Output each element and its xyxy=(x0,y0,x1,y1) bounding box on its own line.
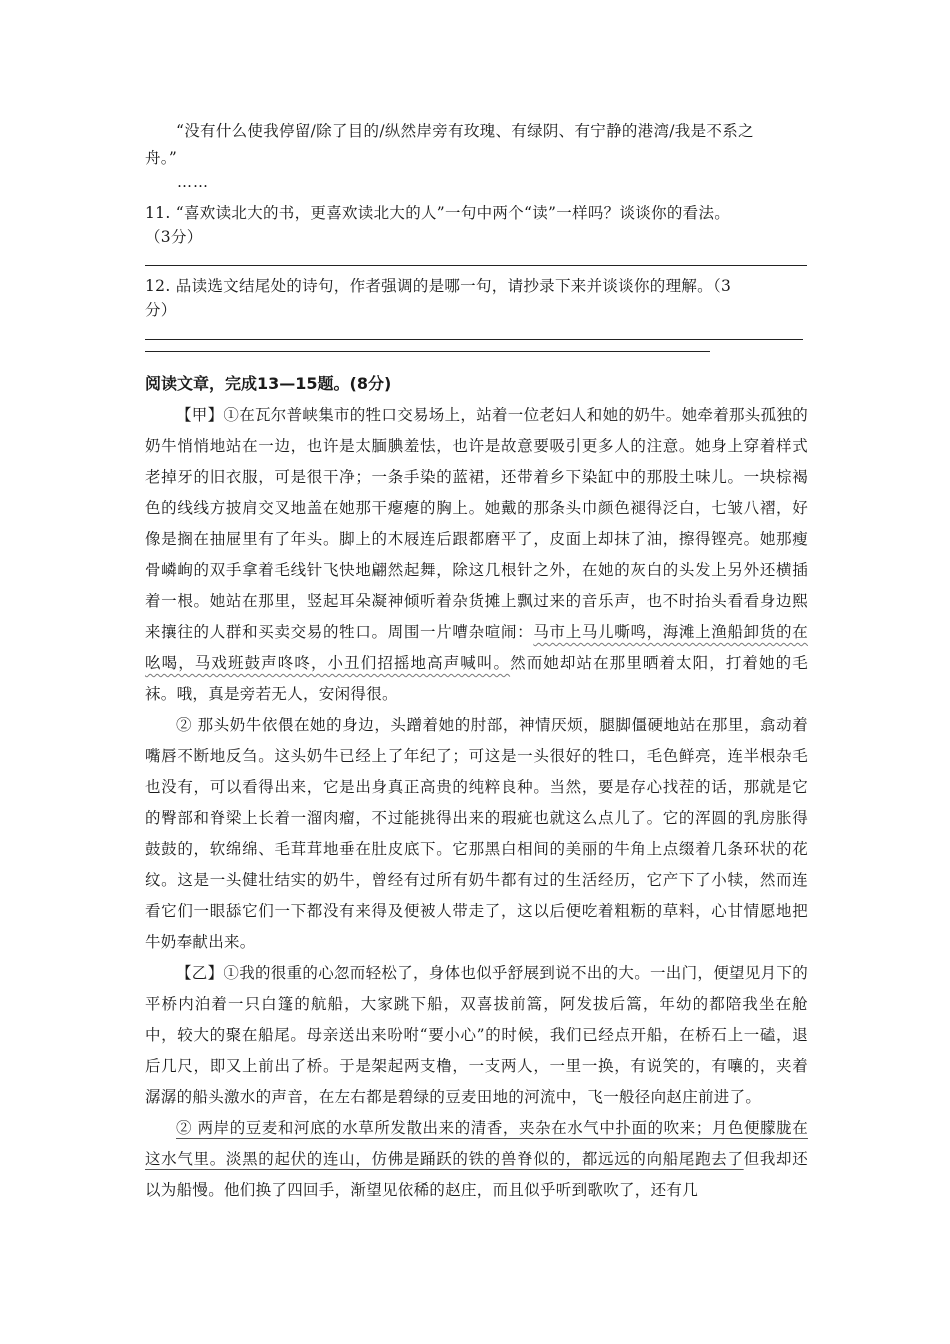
question-11-score: （3分） xyxy=(145,228,203,246)
poem-ellipsis: …… xyxy=(177,173,209,191)
passage-jia-paragraph-1 xyxy=(145,400,808,710)
question-12: 12. 品读选文结尾处的诗句，作者强调的是哪一句，请抄录下来并谈谈你的理解。（3 xyxy=(145,277,732,295)
answer-line xyxy=(145,339,803,340)
answer-line xyxy=(145,265,807,266)
wavy-underlined-sentence: 马市上马儿嘶鸣，海滩上渔船卸货的在吆喝，马戏班鼓声咚咚，小丑们招摇地高声喊叫。 xyxy=(145,623,809,672)
passage-jia-text: 然而她却站在那里晒着太阳，打着她的毛袜。哦，真是旁若无人，安闲得很。 xyxy=(145,654,809,703)
question-11: 11. “喜欢读北大的书，更喜欢读北大的人”一句中两个“读”一样吗？谈谈你的看法。 xyxy=(145,204,731,222)
passage-yi-text: 但我却还以为船慢。他们换了四回手，渐望见依稀的赵庄，而且似乎听到歌吹了，还有几 xyxy=(145,1150,808,1199)
passage-jia-text: 【甲】①在瓦尔普峡集市的牲口交易场上，站着一位老妇人和她的奶牛。她牵着那头孤独的奶牛悄悄地站在一边，也许是太腼腆羞怯，也许是故意要吸引更多人的注意。她身上穿着样式老掉牙的旧衣服，可是很干净；一条手染的蓝裙，还带着乡下染缸中的那股土味儿。一块棕褐色的线线方披肩交叉地盖在她那干瘪瘪的胸上。她戴的那条头巾颜色褪得泛白，七皱八褶，好像是搁在抽屉里有了年头。脚上的木屐连后跟都磨平了，皮面上却抹了油，擦得铿亮。她那瘦骨嶙峋的双手拿着毛线针飞快地翩然起舞，除这几根针之外，在她的灰白的头发上另外还横插着一根。她站在那里，竖起耳朵凝神倾听着杂货摊上飘过来的音乐声，也不时抬头看看身边熙来攘往的人群和买卖交易的牲口。周围一片嘈杂喧闹： xyxy=(145,406,809,641)
poem-line-1: “没有什么使我停留/除了目的/纵然岸旁有玫瑰、有绿阴、有宁静的港湾/我是不系之 xyxy=(176,122,754,140)
question-12-score: 分） xyxy=(145,301,177,319)
section-heading: 阅读文章，完成13—15题。(8分) xyxy=(145,374,392,393)
poem-line-2: 舟。” xyxy=(145,149,178,167)
passage-yi-paragraph-2 xyxy=(145,1113,808,1206)
passage-jia-paragraph-2: ② 那头奶牛依偎在她的身边，头蹭着她的肘部，神情厌烦，腿脚僵硬地站在那里，翕动着嘴唇不断地反刍。这头奶牛已经上了年纪了；可这是一头很好的牲口，毛色鲜亮，连半根杂毛也没有，可以看得出来，它是出身真正高贵的纯粹良种。当然，要是存心找茬的话，那就是它的臀部和脊梁上长着一溜肉瘤，不过能挑得出来的瑕疵也就这么点儿了。它的浑圆的乳房胀得鼓鼓的，软绵绵、毛茸茸地垂在肚皮底下。它那黑白相间的美丽的牛角上点缀着几条环状的花纹。这是一头健壮结实的奶牛，曾经有过所有奶牛都有过的生活经历，它产下了小犊，然而连看它们一眼舔它们一下都没有来得及便被人带走了，这以后便吃着粗粝的草料，心甘情愿地把牛奶奉献出来。 xyxy=(145,716,808,951)
passage-yi-paragraph-1: 【乙】①我的很重的心忽而轻松了，身体也似乎舒展到说不出的大。一出门，便望见月下的平桥内泊着一只白篷的航船，大家跳下船，双喜拔前篙，阿发拔后篙，年幼的都陪我坐在舱中，较大的聚在船尾。母亲送出来吩咐“要小心”的时候，我们已经点开船，在桥石上一磕，退后几尺，即又上前出了桥。于是架起两支橹，一支两人，一里一换，有说笑的，有嚷的，夹着潺潺的船头激水的声音，在左右都是碧绿的豆麦田地的河流中，飞一般径向赵庄前进了。 xyxy=(145,964,809,1106)
underlined-sentence: ② 两岸的豆麦和河底的水草所发散出来的清香，夹杂在水气中扑面的吹来；月色便朦胧在这水气里。淡黑的起伏的连山，仿佛是踊跃的铁的兽脊似的，都远远的向船尾跑去了 xyxy=(145,1119,808,1168)
document-page xyxy=(145,118,808,1206)
answer-line xyxy=(145,351,710,352)
